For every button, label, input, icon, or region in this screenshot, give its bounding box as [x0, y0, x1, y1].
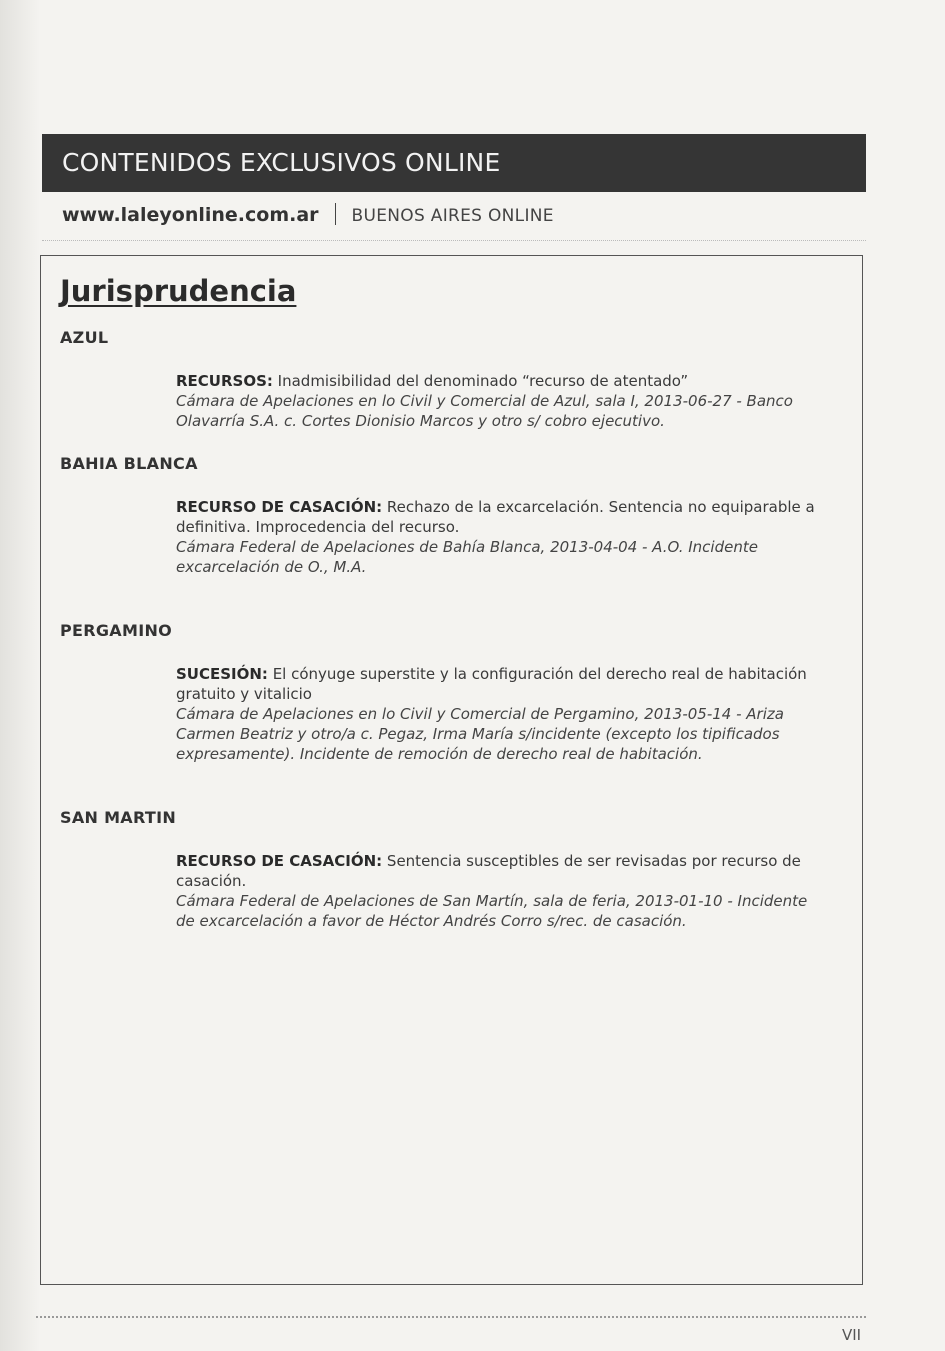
case-citation: Cámara Federal de Apelaciones de Bahía Blanca, 2013-04-04 - A.O. Incidente excarcelación de O., M.A.	[176, 538, 758, 576]
case-citation: Cámara de Apelaciones en lo Civil y Comercial de Azul, sala I, 2013-06-27 - Banco Olavarría S.A. c. Cortes Dionisio Marcos y otro s/ cobro ejecutivo.	[176, 392, 793, 430]
banner-subline	[62, 203, 554, 231]
case-citation: Cámara Federal de Apelaciones de San Martín, sala de feria, 2013-01-10 - Incidente de excarcelación a favor de Héctor Andrés Corro s/rec. de casación.	[176, 892, 808, 930]
dotted-rule-bottom	[36, 1316, 866, 1318]
site-url[interactable]: www.laleyonline.com.ar	[62, 204, 319, 226]
case-citation: Cámara de Apelaciones en lo Civil y Comercial de Pergamino, 2013-05-14 - Ariza Carmen Beatriz y otro/a c. Pegaz, Irma María s/incidente (excepto los tipificados expresamente). Incidente de remoción de derecho real de habitación.	[176, 705, 784, 763]
case-summary: Sentencia susceptibles de ser revisadas por recurso de casación.	[176, 852, 801, 890]
case-entry-pergamino	[176, 664, 830, 764]
dotted-rule-top	[42, 240, 866, 241]
page-number: VII	[842, 1326, 862, 1344]
city-heading-azul: AZUL	[60, 328, 109, 347]
online-banner	[42, 134, 866, 192]
banner-title: CONTENIDOS EXCLUSIVOS ONLINE	[62, 148, 501, 177]
case-topic: RECURSO DE CASACIÓN:	[176, 498, 383, 516]
city-heading-pergamino: PERGAMINO	[60, 621, 173, 640]
case-entry-azul	[176, 371, 830, 431]
case-topic: SUCESIÓN:	[176, 665, 268, 683]
case-topic: RECURSO DE CASACIÓN:	[176, 852, 383, 870]
case-entry-bahia-blanca	[176, 497, 830, 577]
city-heading-san-martin: SAN MARTIN	[60, 808, 177, 827]
case-summary: Inadmisibilidad del denominado “recurso de atentado”	[272, 372, 689, 390]
page-gutter-shadow	[0, 0, 40, 1351]
section-heading: Jurisprudencia	[60, 274, 297, 308]
case-topic: RECURSOS:	[176, 372, 273, 390]
region-label: BUENOS AIRES ONLINE	[351, 206, 554, 226]
case-entry-san-martin	[176, 851, 830, 931]
case-summary: El cónyuge superstite y la configuración del derecho real de habitación gratuito y vitalicio	[176, 665, 807, 703]
divider	[335, 203, 336, 225]
case-summary: Rechazo de la excarcelación. Sentencia no equiparable a definitiva. Improcedencia del recurso.	[176, 498, 815, 536]
city-heading-bahia-blanca: BAHIA BLANCA	[60, 454, 198, 473]
